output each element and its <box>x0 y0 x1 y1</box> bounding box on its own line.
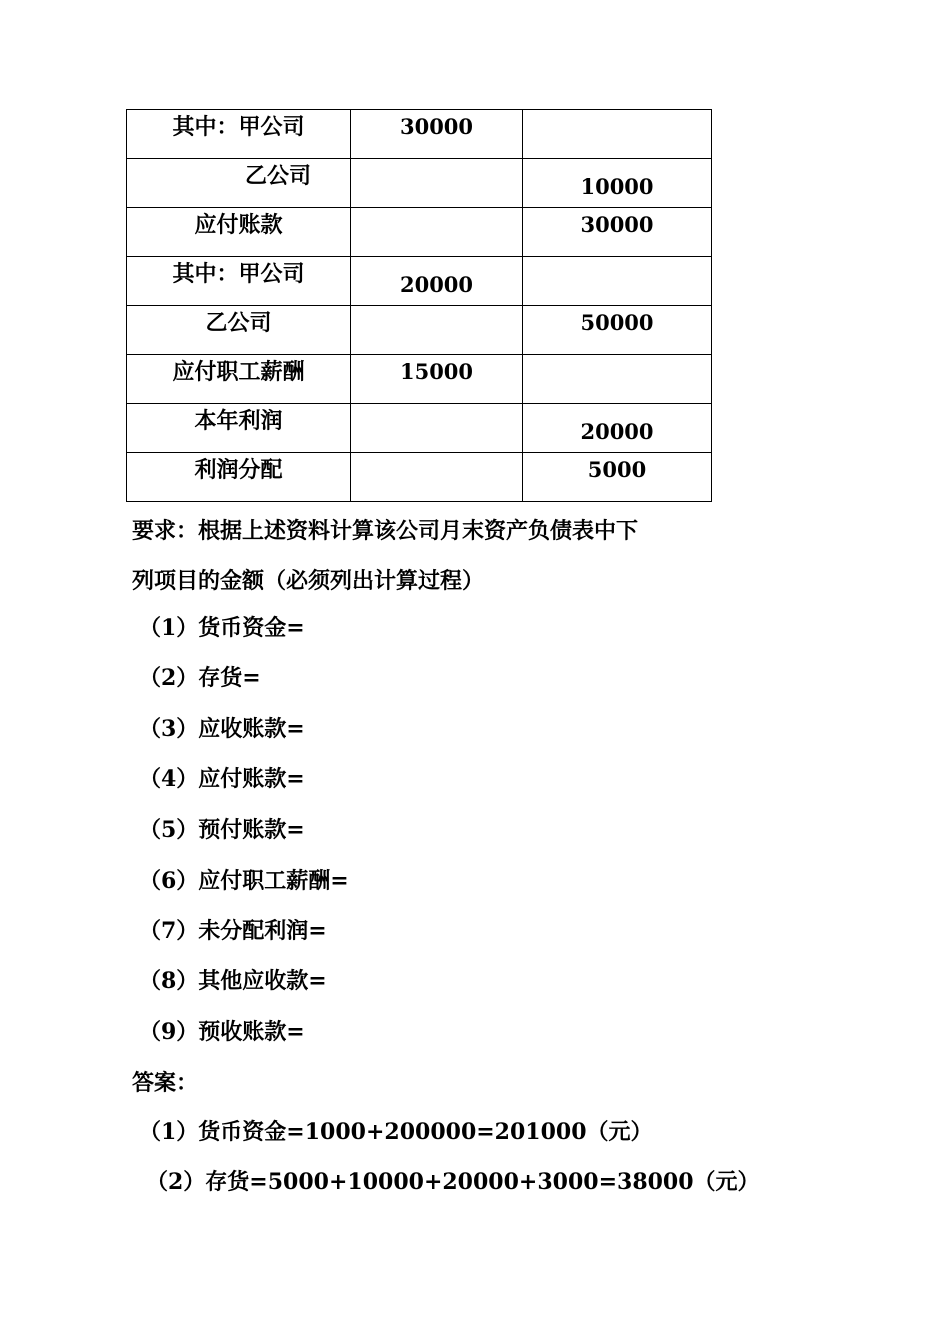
credit-cell <box>523 355 712 404</box>
credit-value: 20000 <box>580 419 654 444</box>
account-name-cell <box>127 159 351 208</box>
debit-cell <box>351 404 523 453</box>
debit-cell <box>351 208 523 257</box>
account-name-cell <box>127 306 351 355</box>
account-name: 本年利润 <box>194 408 283 434</box>
table-row <box>127 208 712 257</box>
debit-cell <box>351 453 523 502</box>
question-2: （2）存货= <box>139 665 261 691</box>
ledger-table <box>126 109 712 502</box>
question-8: （8）其他应收款= <box>139 968 327 994</box>
credit-cell <box>523 159 712 208</box>
question-7: （7）未分配利润= <box>139 918 327 944</box>
question-1: （1）货币资金= <box>139 615 305 641</box>
debit-cell <box>351 306 523 355</box>
account-name: 其中：甲公司 <box>172 114 305 140</box>
question-9: （9）预收账款= <box>139 1019 305 1045</box>
account-name: 乙公司 <box>245 163 312 189</box>
table-row <box>127 355 712 404</box>
debit-value <box>351 404 522 410</box>
question-6: （6）应付职工薪酬= <box>139 868 349 894</box>
account-name-cell <box>127 453 351 502</box>
credit-value <box>523 110 711 116</box>
credit-value: 30000 <box>580 212 654 237</box>
credit-value <box>523 355 711 361</box>
credit-cell <box>523 110 712 159</box>
debit-value <box>351 159 522 165</box>
account-name: 应付职工薪酬 <box>172 359 305 385</box>
credit-value: 10000 <box>580 174 654 199</box>
question-3: （3）应收账款= <box>139 716 305 742</box>
table-row <box>127 306 712 355</box>
account-name: 利润分配 <box>194 457 283 483</box>
credit-value: 50000 <box>580 310 654 335</box>
table-row <box>127 404 712 453</box>
question-5: （5）预付账款= <box>139 817 305 843</box>
debit-value: 30000 <box>399 114 474 139</box>
table-row <box>127 159 712 208</box>
table-row <box>127 110 712 159</box>
account-name-cell <box>127 404 351 453</box>
answer-heading: 答案： <box>132 1070 199 1096</box>
credit-cell <box>523 453 712 502</box>
credit-cell <box>523 404 712 453</box>
account-name-cell <box>127 208 351 257</box>
table-row <box>127 257 712 306</box>
account-name-cell <box>127 355 351 404</box>
credit-cell <box>523 208 712 257</box>
credit-value: 5000 <box>587 457 647 482</box>
debit-value <box>351 453 522 459</box>
account-name: 乙公司 <box>205 310 272 336</box>
debit-value: 15000 <box>399 359 474 384</box>
answer-line-2: （2）存货=5000+10000+20000+3000=38000（元） <box>146 1169 760 1195</box>
debit-cell <box>351 257 523 306</box>
account-name: 应付账款 <box>194 212 283 238</box>
account-name: 其中：甲公司 <box>172 261 305 287</box>
debit-cell <box>351 110 523 159</box>
debit-value <box>351 208 522 214</box>
credit-value <box>523 257 711 263</box>
debit-value: 20000 <box>399 272 474 297</box>
credit-cell <box>523 257 712 306</box>
answer-line-1: （1）货币资金=1000+200000=201000（元） <box>139 1119 653 1145</box>
table-row <box>127 453 712 502</box>
requirement-line-1: 要求：根据上述资料计算该公司月末资产负债表中下 <box>132 518 639 544</box>
question-4: （4）应付账款= <box>139 766 305 792</box>
debit-value <box>351 306 522 312</box>
debit-cell <box>351 355 523 404</box>
credit-cell <box>523 306 712 355</box>
requirement-line-2: 列项目的金额（必须列出计算过程） <box>132 568 485 594</box>
account-name-cell <box>127 257 351 306</box>
debit-cell <box>351 159 523 208</box>
account-name-cell <box>127 110 351 159</box>
